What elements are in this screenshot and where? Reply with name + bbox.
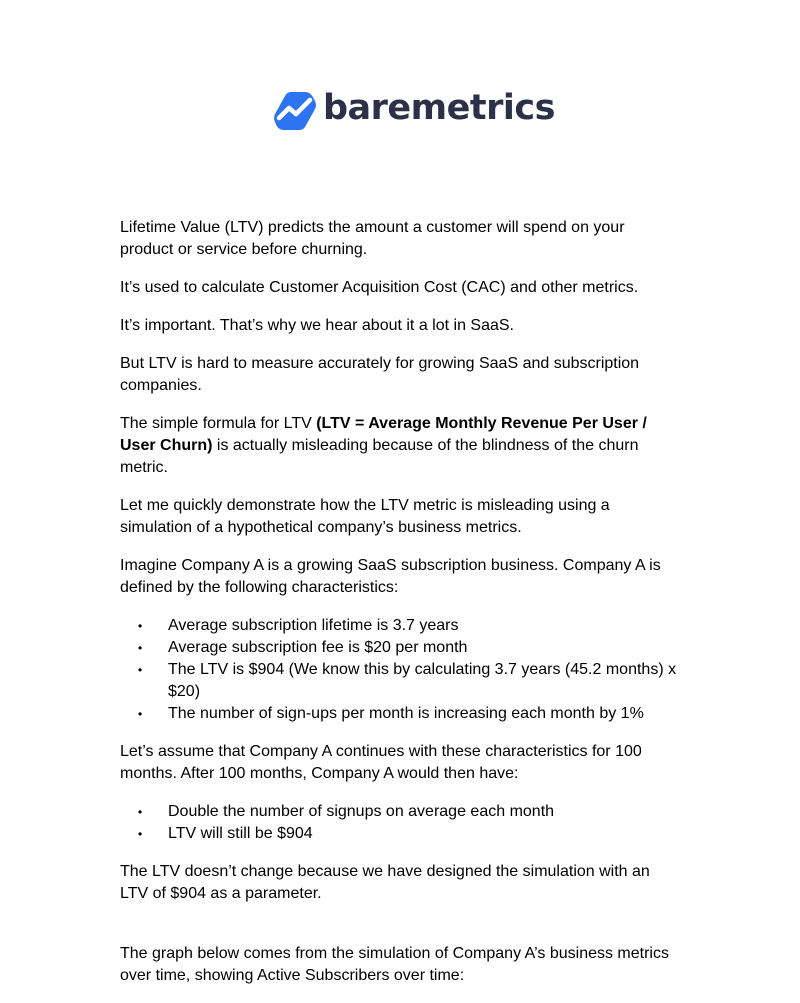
- paragraph-graph-intro: The graph below comes from the simulation of Company A’s business metrics over time, showing Active Subscribers over time:: [120, 945, 669, 984]
- formula-bold: (LTV = Average Monthly Revenue Per User / User Churn): [120, 415, 647, 454]
- results-list: [120, 801, 680, 845]
- list-item: • The LTV is $904 (We know this by calculating 3.7 years (45.2 months) x $20): [168, 659, 680, 703]
- paragraph-demonstrate: Let me quickly demonstrate how the LTV metric is misleading using a simulation of a hypothetical company’s business metrics.: [120, 497, 610, 536]
- baremetrics-chart-icon: [274, 90, 316, 130]
- paragraph-hard-to-measure: But LTV is hard to measure accurately for growing SaaS and subscription companies.: [120, 355, 640, 394]
- characteristics-list: [120, 615, 680, 725]
- paragraph-assumption: Let’s assume that Company A continues with these characteristics for 100 months. After 100 months, Company A would then have:: [120, 743, 642, 782]
- list-item: • LTV will still be $904: [168, 823, 680, 845]
- paragraph-company-a: Imagine Company A is a growing SaaS subscription business. Company A is defined by the following characteristics:: [120, 557, 661, 596]
- list-item: • Average subscription lifetime is 3.7 years: [168, 615, 680, 637]
- formula-outro: is actually misleading because of the blindness of the churn metric.: [120, 437, 639, 476]
- article-body: [120, 217, 680, 1003]
- list-item: • Double the number of signups on average each month: [168, 801, 680, 823]
- brand-logo[interactable]: [274, 88, 555, 132]
- paragraph-ltv-unchanged: The LTV doesn’t change because we have designed the simulation with an LTV of $904 as a parameter.: [120, 863, 650, 902]
- brand-wordmark: baremetrics: [323, 87, 555, 128]
- paragraph-formula: [120, 413, 680, 479]
- paragraph-importance: It’s important. That’s why we hear about it a lot in SaaS.: [120, 317, 514, 334]
- list-item: • Average subscription fee is $20 per month: [168, 637, 680, 659]
- formula-intro: The simple formula for LTV: [120, 415, 317, 432]
- paragraph-cac: It’s used to calculate Customer Acquisition Cost (CAC) and other metrics.: [120, 279, 639, 296]
- list-item: • The number of sign-ups per month is increasing each month by 1%: [168, 703, 680, 725]
- paragraph-ltv-definition: Lifetime Value (LTV) predicts the amount a customer will spend on your product or service before churning.: [120, 219, 625, 258]
